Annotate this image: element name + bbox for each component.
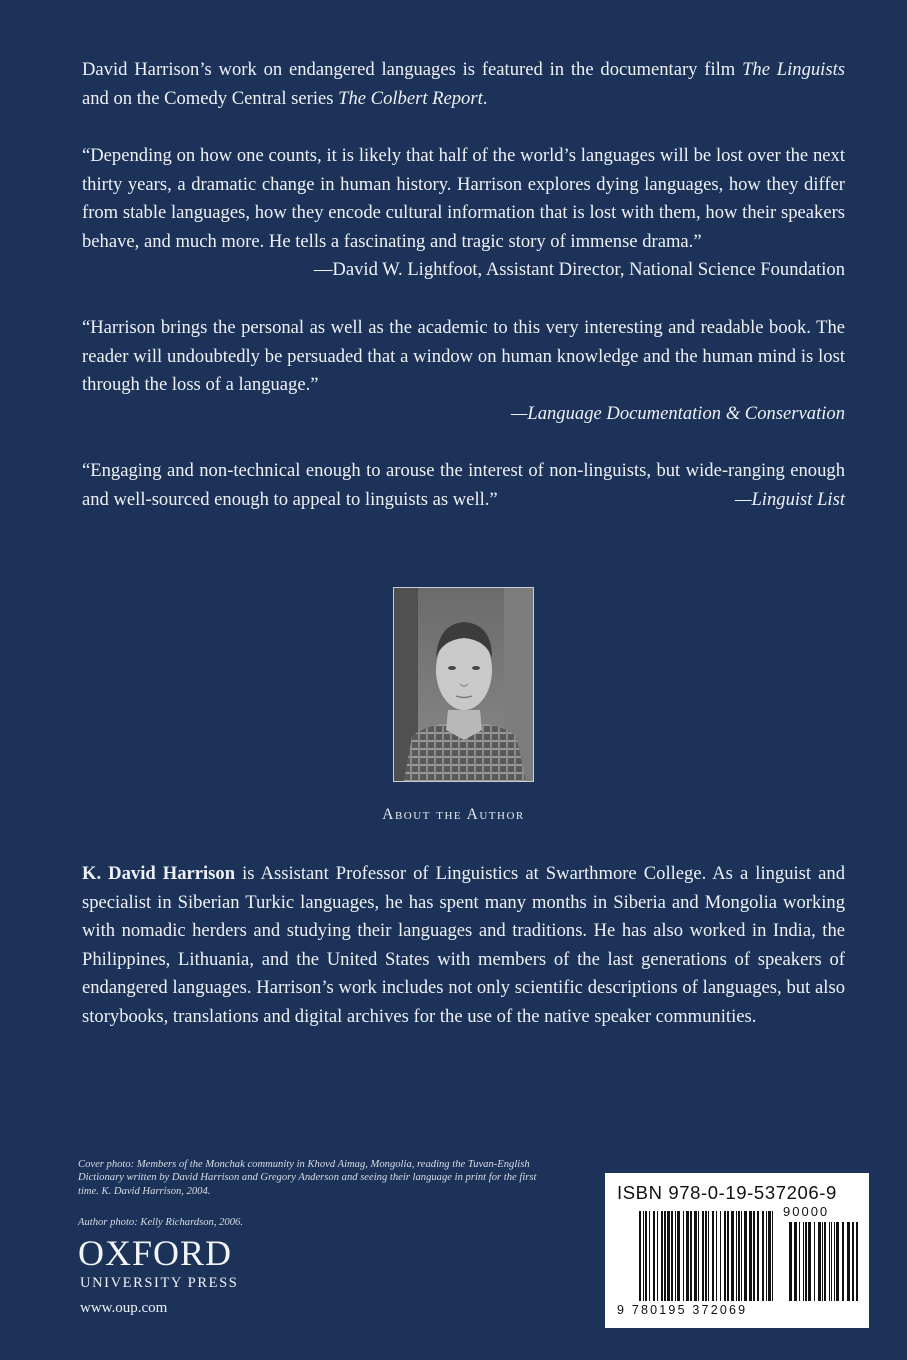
barcode-bar <box>852 1222 854 1301</box>
barcode-bar <box>794 1222 797 1301</box>
barcode-bar <box>675 1211 676 1301</box>
publisher-subtitle: UNIVERSITY PRESS <box>80 1275 239 1291</box>
barcode-bar <box>727 1211 729 1301</box>
barcode-bar <box>805 1222 807 1301</box>
quote-attribution: —Language Documentation & Conservation <box>510 402 845 424</box>
barcode-bar <box>657 1211 658 1301</box>
barcode-bar <box>639 1211 641 1301</box>
barcode-bar <box>724 1211 726 1301</box>
barcode-bar <box>643 1211 644 1301</box>
review-quote-linguist-list <box>82 457 845 514</box>
barcode-bar <box>649 1211 650 1301</box>
barcode-bar <box>712 1211 714 1301</box>
intro-text-mid: and on the Comedy Central series <box>82 87 339 109</box>
barcode-bar <box>834 1222 835 1301</box>
barcode-bar <box>690 1211 692 1301</box>
barcode-bar <box>708 1211 709 1301</box>
about-the-author-heading: About the Author <box>382 806 525 823</box>
barcode-bar <box>766 1211 767 1301</box>
barcode-bar <box>814 1222 815 1301</box>
barcode-bar <box>661 1211 663 1301</box>
barcode-bar <box>818 1222 821 1301</box>
intro-text: David Harrison’s work on endangered languages is featured in the documentary film <box>82 59 743 80</box>
barcode-bar <box>803 1222 804 1301</box>
barcode-bar <box>757 1211 759 1301</box>
intro-paragraph <box>82 56 845 113</box>
quote-attribution: —David W. Lightfoot, Assistant Director, National Science Foundation <box>313 259 845 281</box>
author-portrait-image <box>394 588 533 781</box>
isbn-label: ISBN 978-0-19-537206-9 <box>617 1182 837 1203</box>
barcode-bar <box>789 1222 792 1301</box>
barcode-bar <box>705 1211 707 1301</box>
barcode-bar <box>762 1211 764 1301</box>
barcode-bar <box>847 1222 850 1301</box>
barcode-bar <box>856 1222 858 1301</box>
author-photo <box>393 587 534 782</box>
barcode-bar <box>686 1211 689 1301</box>
intro-text-end: . <box>482 87 488 109</box>
barcode-bar <box>671 1211 673 1301</box>
author-photo-credit: Author photo: Kelly Richardson, 2006. <box>78 1217 243 1228</box>
author-name: K. David Harrison <box>82 863 236 884</box>
quote-text: “Harrison brings the personal as well as the academic to this very interesting and readable book. The reader will undoubtedly be persuaded that a window on human knowledge and the human mind is lost through the loss of a language.” <box>82 317 845 396</box>
barcode-bar <box>698 1211 699 1301</box>
barcode-bar <box>667 1211 670 1301</box>
barcode-bar <box>842 1222 844 1301</box>
barcode-bar <box>772 1211 773 1301</box>
barcode-bar <box>831 1222 832 1301</box>
barcode-bar <box>741 1211 742 1301</box>
quote-attribution: —Linguist List <box>734 488 845 510</box>
barcode-digits: 9 780195 372069 <box>617 1303 748 1317</box>
barcode-bar <box>753 1211 755 1301</box>
author-bio <box>82 860 845 1032</box>
barcode-bar <box>683 1211 684 1301</box>
review-quote-ldc <box>82 314 845 428</box>
barcode-bar <box>799 1222 800 1301</box>
review-quote-lightfoot <box>82 142 845 285</box>
barcode-bar <box>738 1211 740 1301</box>
barcode-bar <box>822 1222 823 1301</box>
barcode-bar <box>653 1211 655 1301</box>
barcode-bar <box>744 1211 747 1301</box>
barcode-bar <box>720 1211 721 1301</box>
series-title: The Colbert Report <box>338 87 483 109</box>
quote-text: “Engaging and non-technical enough to arouse the interest of non-linguists, but wide-ranging enough and well-sourced enough to appeal to linguists as well.” <box>82 460 845 510</box>
barcode-bar <box>829 1222 830 1301</box>
barcode-bar <box>716 1211 717 1301</box>
barcode-bar <box>836 1222 839 1301</box>
author-bio-text: is Assistant Professor of Linguistics at Swarthmore College. As a linguist and specialist in Siberian Turkic languages, he has spent many months in Siberia and Mongolia working with nomadic herders and studying their languages and traditions. He has also worked in India, the Philippines, Lithuania, and the United States with members of the last generations of speakers of endangered languages. Harrison’s work includes not only scientific descriptions of languages, but also storybooks, translations and digital archives for the use of the native speaker communities. <box>82 863 845 1027</box>
cover-photo-credit: Cover photo: Members of the Monchak community in Khovd Aimag, Mongolia, reading the Tuvan-English Dictionary written by David Harrison and Gregory Anderson and seeing their language in print for the first time. K. David Harrison, 2004. <box>78 1159 537 1197</box>
film-title: The Linguists <box>742 59 845 80</box>
barcode-bar <box>694 1211 697 1301</box>
barcode-bar <box>824 1222 826 1301</box>
barcode-bar <box>808 1222 811 1301</box>
barcode-bar <box>702 1211 704 1301</box>
barcode-bar <box>731 1211 734 1301</box>
barcode-bar <box>677 1211 680 1301</box>
barcode-bar <box>768 1211 771 1301</box>
barcode-bar <box>645 1211 647 1301</box>
publisher-website: www.oup.com <box>80 1300 168 1316</box>
isbn-barcode <box>605 1173 869 1328</box>
addon-digits: 90000 <box>783 1204 830 1219</box>
quote-text: “Depending on how one counts, it is likely that half of the world’s languages will be lost over the next thirty years, a dramatic change in human history. Harrison explores dying languages, how they differ from stable languages, how they encode cultural information that is lost with them, how their speakers behave, and much more. He tells a fascinating and tragic story of immense drama.” <box>82 145 845 252</box>
barcode-bar <box>749 1211 752 1301</box>
barcode-bar <box>664 1211 666 1301</box>
barcode-bar <box>736 1211 737 1301</box>
oxford-logo: OXFORD <box>78 1233 233 1273</box>
